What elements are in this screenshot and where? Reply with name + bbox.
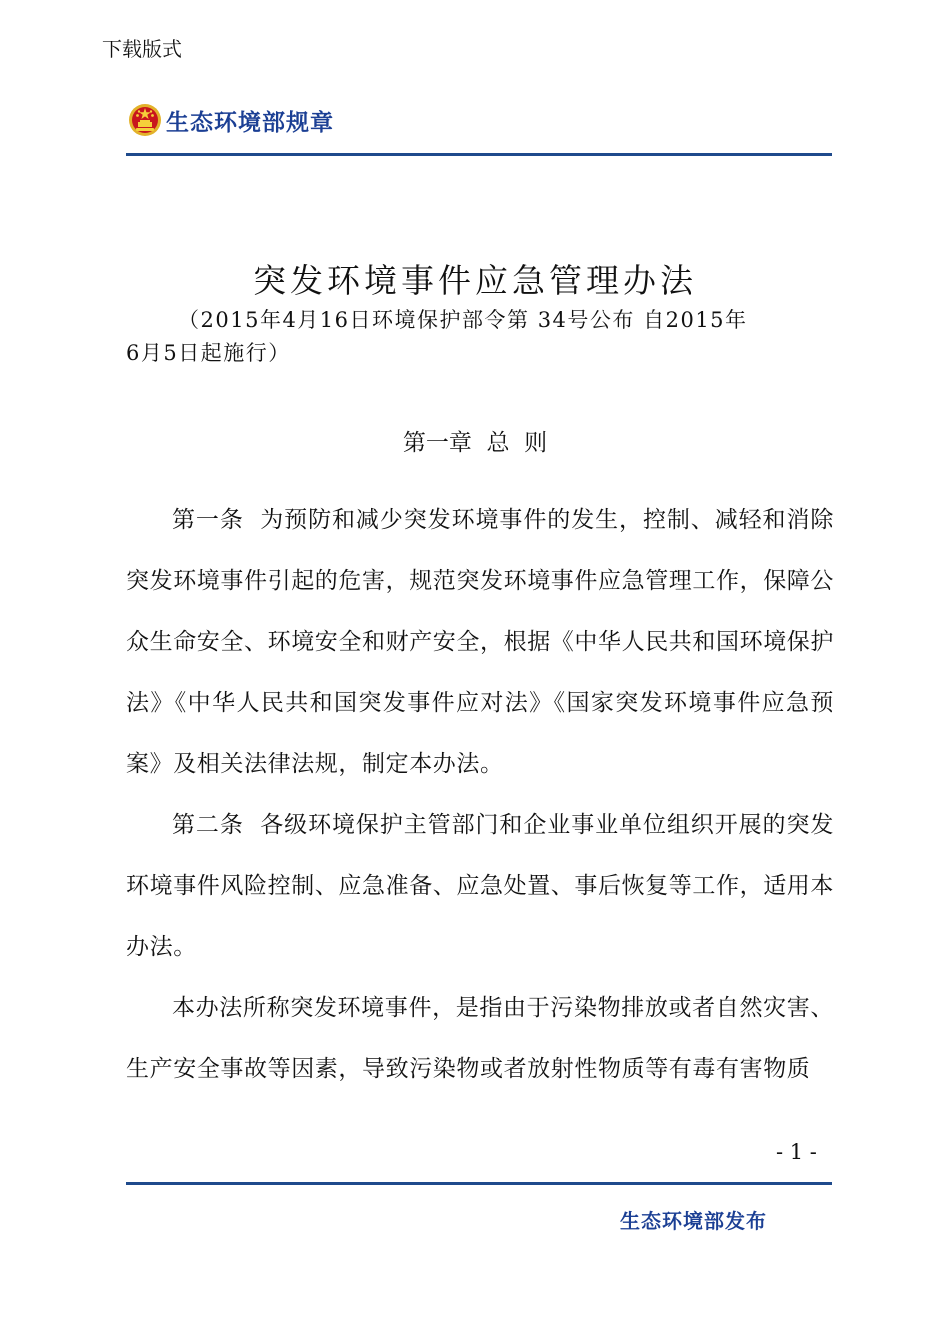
- header: [128, 103, 334, 137]
- document-subtitle: [126, 304, 838, 370]
- header-divider: [126, 153, 832, 156]
- paragraph-text: 各级环境保护主管部门和企业事业单位组织开展的突发环境事件风险控制、应急准备、应急处置、事后恢复等工作，适用本办法。: [126, 812, 835, 960]
- document-title: 突发环境事件应急管理办法: [253, 261, 697, 300]
- subtitle-line-2: 6月5日起施行）: [126, 341, 291, 365]
- paragraph: [126, 490, 834, 795]
- paragraph: [126, 795, 834, 978]
- subtitle-line-1: （2015年4月16日环境保护部令第 34号公布 自2015年: [178, 308, 748, 332]
- document-body: [126, 490, 834, 1100]
- article-label: 第一条: [172, 507, 261, 533]
- footer-divider: [126, 1182, 832, 1185]
- page-number: - 1 -: [776, 1140, 817, 1164]
- article-label: 第二条: [172, 812, 261, 838]
- download-format-link[interactable]: 下载版式: [102, 37, 182, 61]
- publisher-label: 生态环境部发布: [620, 1209, 767, 1233]
- paragraph-text: 本办法所称突发环境事件，是指由于污染物排放或者自然灾害、生产安全事故等因素，导致污染物或者放射性物质等有毒有害物质: [126, 995, 834, 1082]
- paragraph: [126, 978, 834, 1100]
- chapter-heading: 第一章 总 则: [402, 430, 548, 456]
- national-emblem-icon: [128, 103, 162, 137]
- paragraph-text: 为预防和减少突发环境事件的发生，控制、减轻和消除突发环境事件引起的危害，规范突发环境事件应急管理工作，保障公众生命安全、环境安全和财产安全，根据《中华人民共和国环境保护法》《中华人民共和国突发事件应对法》《国家突发环境事件应急预案》及相关法律法规，制定本办法。: [126, 507, 835, 777]
- header-title: 生态环境部规章: [166, 109, 334, 136]
